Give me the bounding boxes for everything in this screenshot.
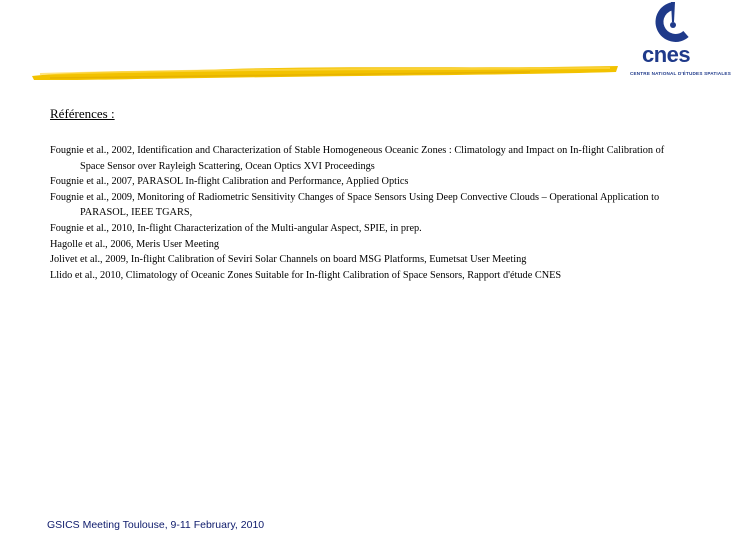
yellow-brush-stroke [30, 60, 620, 82]
cnes-wordmark: cnes [642, 42, 691, 67]
reference-item: Llido et al., 2010, Climatology of Oceanic Zones Suitable for In-flight Calibration of Space Sensors, Rapport d'étude CNES [50, 269, 562, 281]
footer-text: GSICS Meeting Toulouse, 9-11 February, 2010 [47, 519, 265, 531]
cnes-emblem-icon [622, 0, 720, 45]
references-list [50, 143, 690, 283]
reference-item: Jolivet et al., 2009, In-flight Calibration of Seviri Solar Channels on board MSG Platforms, Eumetsat User Meeting [50, 254, 527, 266]
references-heading: Références : [50, 106, 115, 121]
reference-item: Fougnie et al., 2010, In-flight Characterization of the Multi-angular Aspect, SPIE, in prep. [50, 222, 422, 234]
reference-item: Fougnie et al., 2009, Monitoring of Radiometric Sensitivity Changes of Space Sensors Using Deep Convective Clouds – Operational Application to PARASOL, IEEE TGARS, [50, 191, 660, 219]
reference-item: Hagolle et al., 2006, Meris User Meeting [50, 238, 219, 250]
reference-item: Fougnie et al., 2002, Identification and Characterization of Stable Homogeneous Oceanic Zones : Climatology and Impact on In-flight Calibration of Space Sensor over Rayleigh Scattering, Ocean Optics XVI Proceedings [50, 145, 665, 172]
reference-item: Fougnie et al., 2007, PARASOL In-flight Calibration and Performance, Applied Optics [50, 176, 409, 188]
cnes-tagline: CENTRE NATIONAL D'ÉTUDES SPATIALES [630, 71, 731, 76]
cnes-logo [622, 0, 731, 82]
